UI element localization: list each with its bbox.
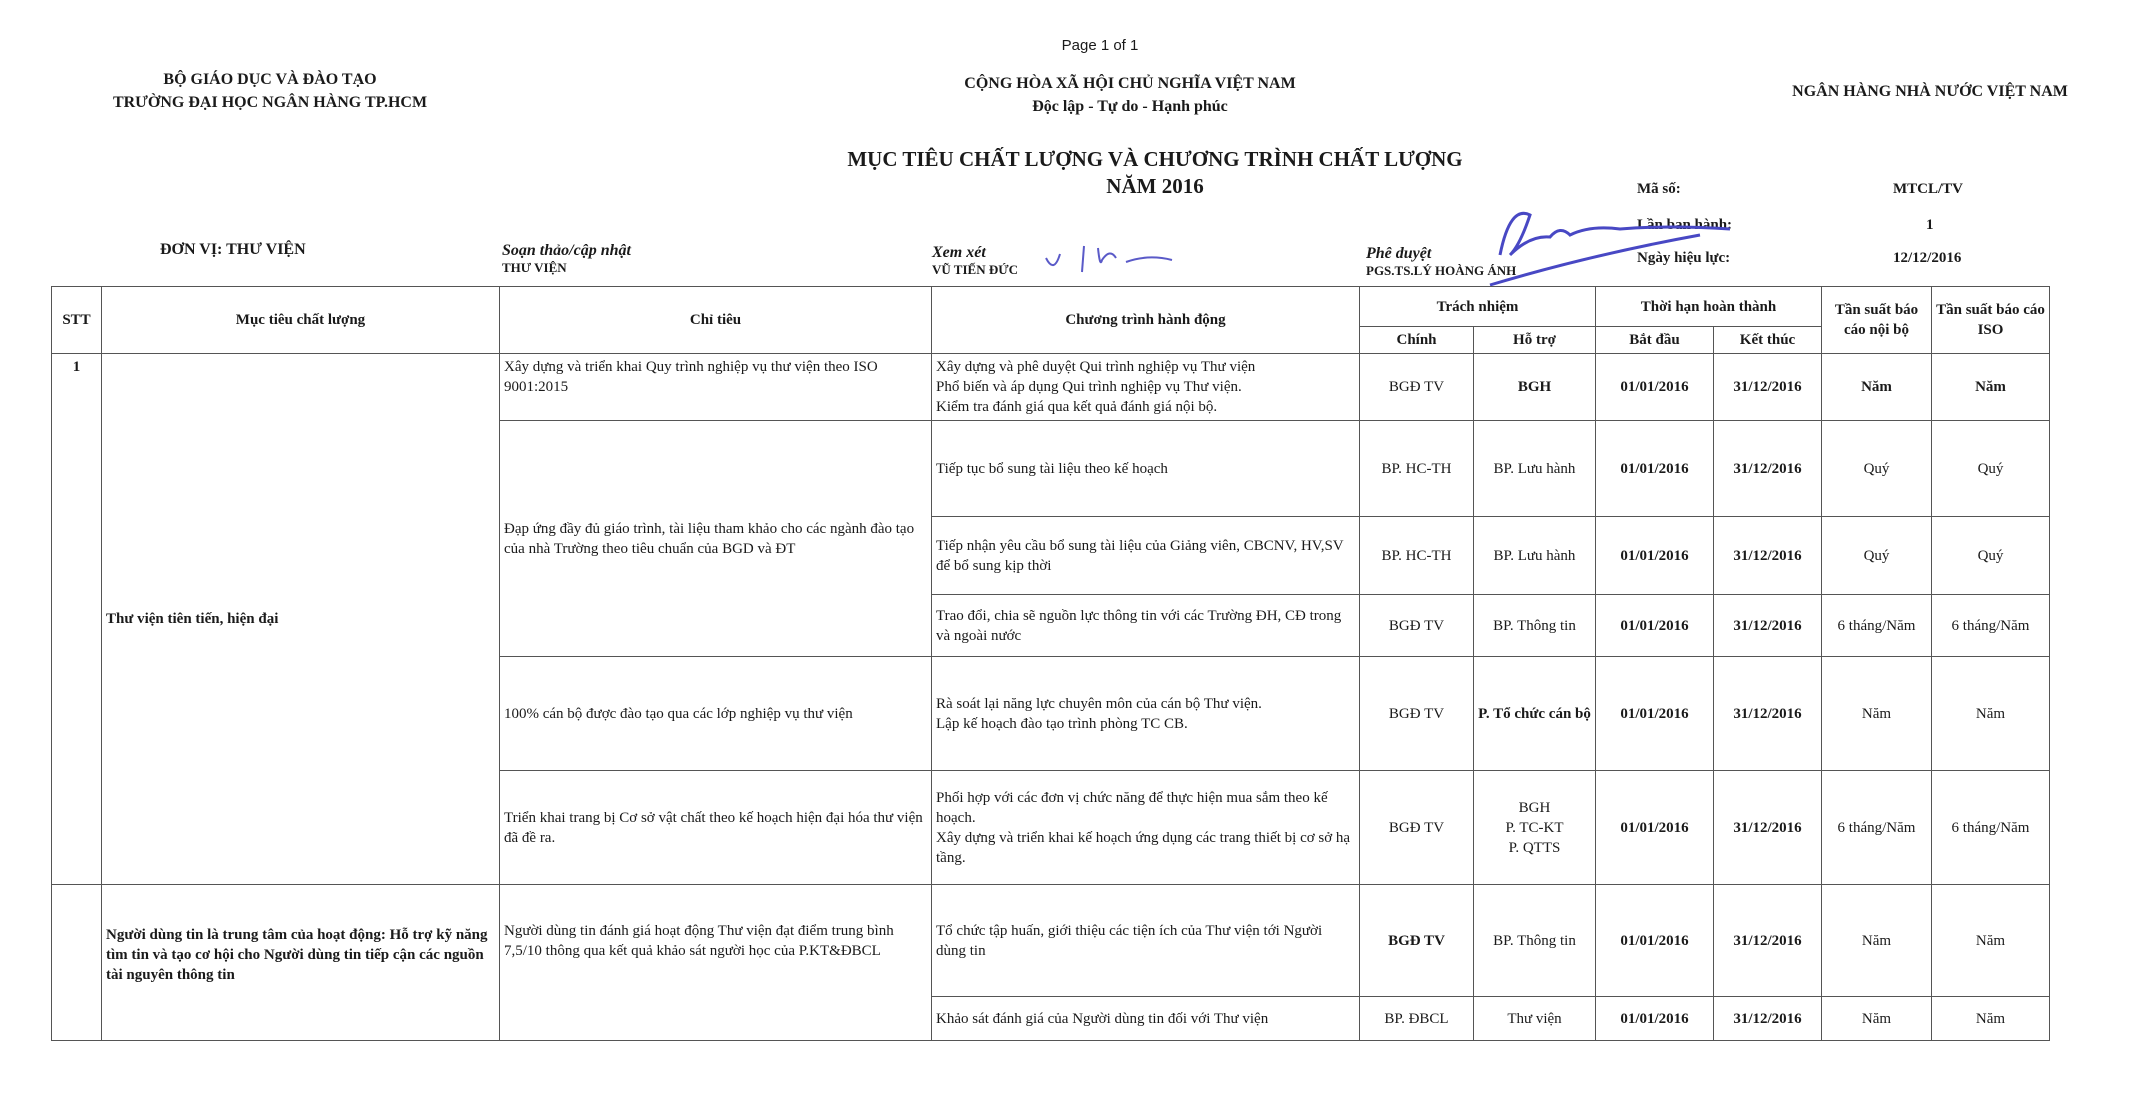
header-program: Chương trình hành động xyxy=(932,287,1360,354)
program-cell: Tiếp tục bổ sung tài liệu theo kế hoạch xyxy=(932,421,1360,517)
support-cell: BP. Thông tin xyxy=(1474,595,1596,657)
iso-frequency-cell: Năm xyxy=(1932,997,2050,1041)
header-responsibility: Trách nhiệm xyxy=(1360,287,1596,327)
quality-objectives-table xyxy=(51,286,2050,1041)
reviewed-block xyxy=(932,244,1018,278)
issue-label: Lần ban hành: xyxy=(1637,217,1733,233)
support-cell: BP. Thông tin xyxy=(1474,885,1596,997)
iso-frequency-cell: Quý xyxy=(1932,517,2050,595)
iso-frequency-cell: Quý xyxy=(1932,421,2050,517)
code-value: MTCL/TV xyxy=(1893,181,1964,197)
main-cell: BGĐ TV xyxy=(1360,657,1474,771)
support-cell: Thư viện xyxy=(1474,997,1596,1041)
page-number: Page 1 of 1 xyxy=(1061,37,1139,54)
target-cell: Xây dựng và triển khai Quy trình nghiệp vụ thư viện theo ISO 9001:2015 xyxy=(500,354,932,421)
target-cell: Triển khai trang bị Cơ sở vật chất theo kế hoạch hiện đại hóa thư viện đã đề ra. xyxy=(500,771,932,885)
end-cell: 31/12/2016 xyxy=(1714,421,1822,517)
table-row xyxy=(52,885,2050,997)
support-cell: BP. Lưu hành xyxy=(1474,421,1596,517)
reviewer-signature xyxy=(1040,238,1200,288)
end-cell: 31/12/2016 xyxy=(1714,997,1822,1041)
unit-label: ĐƠN VỊ: THƯ VIỆN xyxy=(160,241,306,258)
header-right: NGÂN HÀNG NHÀ NƯỚC VIỆT NAM xyxy=(1792,83,2068,100)
internal-frequency-cell: Quý xyxy=(1822,517,1932,595)
code-label: Mã số: xyxy=(1637,181,1681,197)
header-main: Chính xyxy=(1360,327,1474,354)
header-left xyxy=(70,68,470,114)
drafted-block xyxy=(502,242,631,276)
ministry-name: BỘ GIÁO DỤC VÀ ĐÀO TẠO xyxy=(163,71,377,88)
country-name: CỘNG HÒA XÃ HỘI CHỦ NGHĨA VIỆT NAM xyxy=(964,75,1296,92)
reviewed-name: VŨ TIẾN ĐỨC xyxy=(932,262,1018,277)
reviewed-label: Xem xét xyxy=(932,244,986,261)
document-title xyxy=(730,146,1580,200)
target-cell: Đạp ứng đầy đủ giáo trình, tài liệu tham khảo cho các ngành đào tạo của nhà Trường theo tiêu chuẩn của BGD và ĐT xyxy=(500,421,932,657)
main-cell: BGĐ TV xyxy=(1360,885,1474,997)
university-name: TRƯỜNG ĐẠI HỌC NGÂN HÀNG TP.HCM xyxy=(112,94,428,111)
support-cell: BGH xyxy=(1474,354,1596,421)
main-cell: BGĐ TV xyxy=(1360,771,1474,885)
header-iso-frequency: Tần suất báo cáo ISO xyxy=(1932,287,2050,354)
header-internal-frequency: Tần suất báo cáo nội bộ xyxy=(1822,287,1932,354)
issue-value: 1 xyxy=(1926,217,1934,233)
date-value: 12/12/2016 xyxy=(1893,250,1962,266)
approver-signature xyxy=(1470,195,1770,295)
stt-cell xyxy=(52,885,102,1041)
program-cell: Tổ chức tập huấn, giới thiệu các tiện ích của Thư viện tới Người dùng tin xyxy=(932,885,1360,997)
internal-frequency-cell: Năm xyxy=(1822,354,1932,421)
drafted-name: THƯ VIỆN xyxy=(502,260,567,275)
approved-label: Phê duyệt xyxy=(1366,245,1432,262)
objective-cell: Người dùng tin là trung tâm của hoạt động: Hỗ trợ kỹ năng tìm tin và tạo cơ hội cho Người dùng tin tiếp cận các nguồn tài nguyên thông tin xyxy=(102,885,500,1041)
program-cell: Xây dựng và phê duyệt Qui trình nghiệp vụ Thư viện Phổ biến và áp dụng Qui trình nghiệp vụ Thư viện. Kiểm tra đánh giá qua kết quả đánh giá nội bộ. xyxy=(932,354,1360,421)
program-cell: Tiếp nhận yêu cầu bổ sung tài liệu của Giảng viên, CBCNV, HV,SV để bổ sung kịp thời xyxy=(932,517,1360,595)
main-cell: BP. HC-TH xyxy=(1360,421,1474,517)
end-cell: 31/12/2016 xyxy=(1714,771,1822,885)
end-cell: 31/12/2016 xyxy=(1714,354,1822,421)
header-stt: STT xyxy=(52,287,102,354)
stt-cell: 1 xyxy=(52,354,102,885)
iso-frequency-cell: Năm xyxy=(1932,885,2050,997)
header-end: Kết thúc xyxy=(1714,327,1822,354)
end-cell: 31/12/2016 xyxy=(1714,517,1822,595)
header-objective: Mục tiêu chất lượng xyxy=(102,287,500,354)
support-cell: BP. Lưu hành xyxy=(1474,517,1596,595)
internal-frequency-cell: Năm xyxy=(1822,997,1932,1041)
end-cell: 31/12/2016 xyxy=(1714,595,1822,657)
internal-frequency-cell: 6 tháng/Năm xyxy=(1822,771,1932,885)
end-cell: 31/12/2016 xyxy=(1714,657,1822,771)
motto: Độc lập - Tự do - Hạnh phúc xyxy=(1032,98,1228,115)
title-line-2: NĂM 2016 xyxy=(1106,174,1204,198)
main-cell: BGĐ TV xyxy=(1360,595,1474,657)
target-cell: Người dùng tin đánh giá hoạt động Thư viện đạt điểm trung bình 7,5/10 thông qua kết quả khảo sát người học của P.KT&ĐBCL xyxy=(500,885,932,1041)
main-cell: BP. HC-TH xyxy=(1360,517,1474,595)
internal-frequency-cell: 6 tháng/Năm xyxy=(1822,595,1932,657)
header-start: Bắt đầu xyxy=(1596,327,1714,354)
program-cell: Rà soát lại năng lực chuyên môn của cán bộ Thư viện. Lập kế hoạch đào tạo trình phòng TC CB. xyxy=(932,657,1360,771)
program-cell: Khảo sát đánh giá của Người dùng tin đối với Thư viện xyxy=(932,997,1360,1041)
title-line-1: MỤC TIÊU CHẤT LƯỢNG VÀ CHƯƠNG TRÌNH CHẤT LƯỢNG xyxy=(847,147,1463,171)
iso-frequency-cell: Năm xyxy=(1932,354,2050,421)
start-cell: 01/01/2016 xyxy=(1596,595,1714,657)
internal-frequency-cell: Năm xyxy=(1822,885,1932,997)
end-cell: 31/12/2016 xyxy=(1714,885,1822,997)
iso-frequency-cell: 6 tháng/Năm xyxy=(1932,595,2050,657)
iso-frequency-cell: 6 tháng/Năm xyxy=(1932,771,2050,885)
support-cell: BGH P. TC-KT P. QTTS xyxy=(1474,771,1596,885)
target-cell: 100% cán bộ được đào tạo qua các lớp nghiệp vụ thư viện xyxy=(500,657,932,771)
internal-frequency-cell: Năm xyxy=(1822,657,1932,771)
objective-cell: Thư viện tiên tiến, hiện đại xyxy=(102,354,500,885)
main-cell: BP. ĐBCL xyxy=(1360,997,1474,1041)
program-cell: Phối hợp với các đơn vị chức năng để thực hiện mua sắm theo kế hoạch. Xây dựng và triển khai kế hoạch ứng dụng các trang thiết bị cơ sở hạ tầng. xyxy=(932,771,1360,885)
header-deadline: Thời hạn hoàn thành xyxy=(1596,287,1822,327)
date-label: Ngày hiệu lực: xyxy=(1637,250,1731,266)
approved-name: PGS.TS.LÝ HOÀNG ÁNH xyxy=(1366,263,1517,278)
iso-frequency-cell: Năm xyxy=(1932,657,2050,771)
start-cell: 01/01/2016 xyxy=(1596,421,1714,517)
start-cell: 01/01/2016 xyxy=(1596,354,1714,421)
internal-frequency-cell: Quý xyxy=(1822,421,1932,517)
start-cell: 01/01/2016 xyxy=(1596,885,1714,997)
support-cell: P. Tổ chức cán bộ xyxy=(1474,657,1596,771)
main-cell: BGĐ TV xyxy=(1360,354,1474,421)
program-cell: Trao đổi, chia sẽ nguồn lực thông tin với các Trường ĐH, CĐ trong và ngoài nước xyxy=(932,595,1360,657)
start-cell: 01/01/2016 xyxy=(1596,997,1714,1041)
table-row xyxy=(52,354,2050,421)
header-support: Hỗ trợ xyxy=(1474,327,1596,354)
header-target: Chỉ tiêu xyxy=(500,287,932,354)
header-center xyxy=(880,72,1380,118)
start-cell: 01/01/2016 xyxy=(1596,657,1714,771)
start-cell: 01/01/2016 xyxy=(1596,517,1714,595)
start-cell: 01/01/2016 xyxy=(1596,771,1714,885)
drafted-label: Soạn thảo/cập nhật xyxy=(502,242,631,259)
